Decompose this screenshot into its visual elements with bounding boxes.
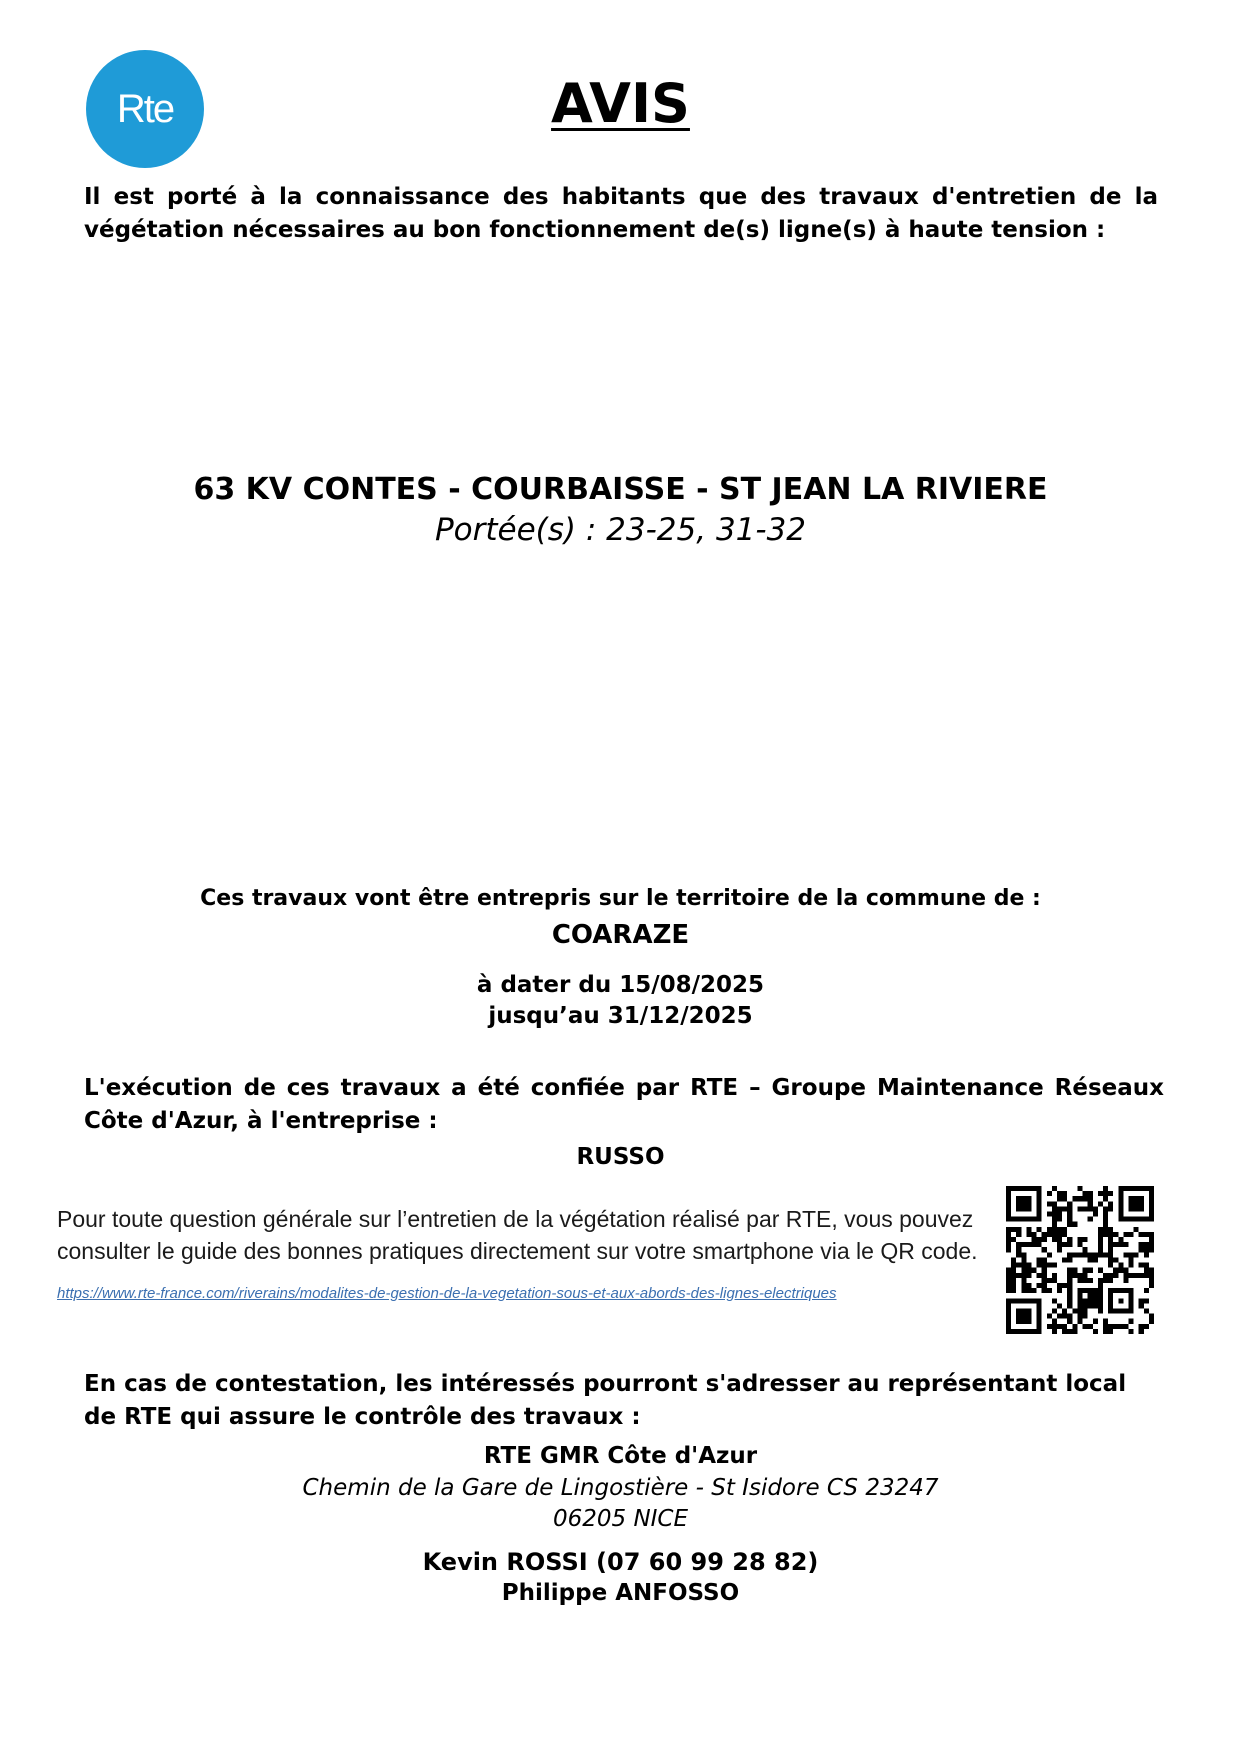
date-from: à dater du 15/08/2025	[476, 972, 765, 998]
intro-paragraph: Il est porté à la connaissance des habitants que des travaux d'entretien de la végétation nécessaires au bon fonctionnement de(s) ligne(s) à haute tension :	[84, 184, 1158, 243]
qr-code	[1006, 1186, 1154, 1334]
line-name: 63 KV CONTES - COURBAISSE - ST JEAN LA RIVIERE	[193, 472, 1048, 507]
execution-paragraph: L'exécution de ces travaux a été confiée par RTE – Groupe Maintenance Réseaux Côte d'Azur, à l'entreprise :	[84, 1075, 1164, 1134]
commune-name: COARAZE	[551, 920, 690, 950]
line-spans: Portée(s) : 23-25, 31-32	[434, 512, 807, 548]
representative-contact1: Kevin ROSSI (07 60 99 28 82)	[422, 1548, 819, 1576]
company-name: RUSSO	[576, 1144, 665, 1170]
representative-org: RTE GMR Côte d'Azur	[483, 1443, 758, 1469]
representative-address-line1: Chemin de la Gare de Lingostière - St Isidore CS 23247	[302, 1475, 939, 1501]
guide-link[interactable]: https://www.rte-france.com/riverains/modalites-de-gestion-de-la-vegetation-sous-et-aux-abords-des-lignes-electriques	[57, 1285, 837, 1302]
page-title: AVIS	[551, 72, 690, 135]
representative-address-line2: 06205 NICE	[552, 1506, 689, 1532]
date-to: jusqu’au 31/12/2025	[488, 1003, 753, 1029]
representative-contact2: Philippe ANFOSSO	[501, 1580, 740, 1606]
guide-paragraph: Pour toute question générale sur l’entretien de la végétation réalisé par RTE, vous pouvez consulter le guide des bonnes pratiques directement sur votre smartphone via le QR code.	[57, 1206, 978, 1264]
contest-paragraph: En cas de contestation, les intéressés pourront s'adresser au représentant local de RTE qui assure le contrôle des travaux :	[84, 1371, 1127, 1430]
commune-intro: Ces travaux vont être entrepris sur le territoire de la commune de :	[200, 886, 1041, 911]
rte-logo-text: Rte	[116, 86, 174, 131]
